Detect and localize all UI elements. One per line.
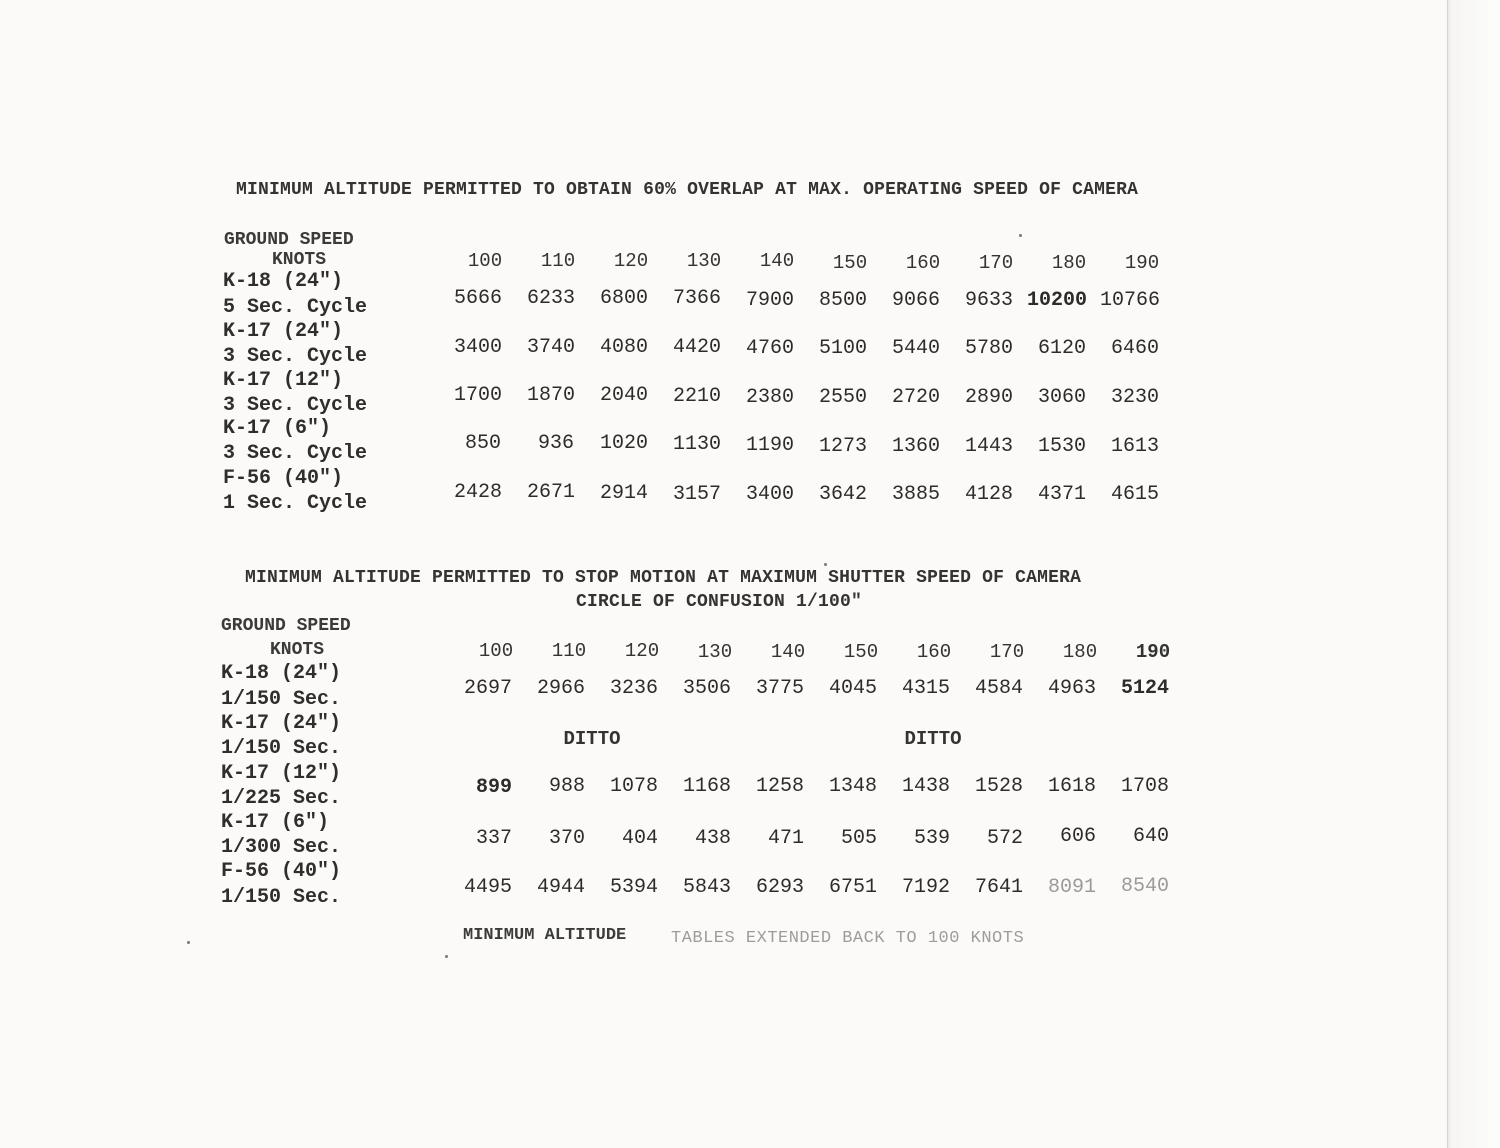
table2-cell: 1348: [828, 775, 878, 798]
table2-cell: 3775: [755, 677, 805, 700]
table2-row-detail: 1/150 Sec.: [221, 886, 342, 909]
table1-cell: 7900: [745, 289, 795, 312]
table2-row-detail: 1/300 Sec.: [221, 836, 342, 859]
table1-cell: 2428: [453, 481, 503, 504]
table2-cell: 4495: [463, 876, 513, 899]
table2-cell: 8540: [1120, 875, 1170, 898]
table1-cell: 2720: [891, 386, 941, 409]
table1-row-camera: K-18 (24"): [223, 270, 344, 293]
table1-cell: 3060: [1037, 386, 1087, 409]
table1-cell: 5440: [891, 337, 941, 360]
table2-speed: 130: [697, 641, 733, 663]
table1-cell: 3400: [745, 483, 795, 506]
table1-header-ground-speed: GROUND SPEED: [224, 230, 354, 250]
table1-cell: 6233: [526, 287, 576, 310]
table1-speed: 130: [686, 250, 722, 272]
table2-cell: 1618: [1047, 775, 1097, 798]
table2-speed: 100: [478, 640, 514, 662]
table2-subtitle: CIRCLE OF CONFUSION 1/100": [576, 592, 863, 612]
table1-cell: 9633: [964, 289, 1014, 312]
table2-header-ground-speed: GROUND SPEED: [221, 616, 351, 636]
table2-cell: 2697: [463, 677, 513, 700]
table2-cell: 1438: [901, 775, 951, 798]
table2-cell: 4963: [1047, 677, 1097, 700]
table2-row-detail: 1/225 Sec.: [221, 787, 342, 810]
table1-cell: 4371: [1037, 483, 1087, 506]
table2-cell: 1078: [609, 775, 659, 798]
table1-cell: 1190: [745, 434, 795, 457]
table1-cell: 9066: [891, 289, 941, 312]
table2-cell: 8091: [1047, 876, 1097, 899]
table2-cell: 1708: [1120, 775, 1170, 798]
table1-row-detail: 3 Sec. Cycle: [223, 345, 368, 368]
table1-cell: 4615: [1110, 483, 1160, 506]
footer-note-faint: TABLES EXTENDED BACK TO 100 KNOTS: [671, 929, 1025, 948]
table1-cell: 3885: [891, 483, 941, 506]
table2-cell: 539: [913, 827, 951, 850]
paper-edge: [1447, 0, 1500, 1148]
table2-row-camera: K-17 (6"): [221, 811, 330, 834]
table2-row-camera: K-17 (24"): [221, 712, 342, 735]
table2-speed: 140: [770, 641, 806, 663]
table2-speed: 120: [624, 640, 660, 662]
paper-speck: [1019, 234, 1022, 237]
table2-cell: 6293: [755, 876, 805, 899]
table1-cell: 2210: [672, 385, 722, 408]
table1-cell: 8500: [818, 289, 868, 312]
table1-speed: 120: [613, 250, 649, 272]
table1-cell: 4080: [599, 336, 649, 359]
table2-row-camera: F-56 (40"): [221, 860, 342, 883]
table1-row-camera: K-17 (12"): [223, 369, 344, 392]
table1-speed: 160: [905, 252, 941, 274]
table2-cell: 6751: [828, 876, 878, 899]
table2-row-camera: K-17 (12"): [221, 762, 342, 785]
table1-cell: 4420: [672, 336, 722, 359]
table2-title: MINIMUM ALTITUDE PERMITTED TO STOP MOTION AT MAXIMUM SHUTTER SPEED OF CAMERA: [245, 568, 1082, 588]
table1-cell: 2550: [818, 386, 868, 409]
table2-speed: 190: [1135, 641, 1171, 663]
table1-cell: 10200: [1026, 289, 1088, 312]
ditto-mark: DITTO: [904, 728, 962, 750]
table1-cell: 3400: [453, 336, 503, 359]
table2-row-detail: 1/150 Sec.: [221, 737, 342, 760]
table1-row-camera: F-56 (40"): [223, 467, 344, 490]
table2-cell: 606: [1059, 825, 1097, 848]
table2-speed: 150: [843, 641, 879, 663]
table2-cell: 640: [1132, 825, 1170, 848]
table2-cell: 2966: [536, 677, 586, 700]
table1-row-detail: 3 Sec. Cycle: [223, 442, 368, 465]
footer-note-bold: MINIMUM ALTITUDE: [463, 926, 627, 945]
table2-speed: 170: [989, 641, 1025, 663]
table2-cell: 572: [986, 827, 1024, 850]
table1-cell: 1360: [891, 435, 941, 458]
table2-cell: 1528: [974, 775, 1024, 798]
table1-cell: 10766: [1099, 289, 1161, 312]
paper-speck: [187, 941, 190, 944]
table1-cell: 3642: [818, 483, 868, 506]
table2-cell: 4315: [901, 677, 951, 700]
table2-cell: 4045: [828, 677, 878, 700]
table2-row-detail: 1/150 Sec.: [221, 688, 342, 711]
table1-cell: 2914: [599, 482, 649, 505]
table1-speed: 140: [759, 250, 795, 272]
table1-cell: 850: [464, 432, 502, 455]
table1-cell: 4760: [745, 337, 795, 360]
table2-speed: 110: [551, 640, 587, 662]
table1-speed: 100: [467, 250, 503, 272]
table1-cell: 1443: [964, 435, 1014, 458]
table1-cell: 3157: [672, 483, 722, 506]
table1-cell: 6120: [1037, 337, 1087, 360]
table1-row-detail: 1 Sec. Cycle: [223, 492, 368, 515]
table1-cell: 936: [537, 432, 575, 455]
ditto-mark: DITTO: [563, 728, 621, 750]
table1-row-detail: 3 Sec. Cycle: [223, 394, 368, 417]
table1-cell: 5780: [964, 337, 1014, 360]
table1-cell: 1020: [599, 432, 649, 455]
table2-row-camera: K-18 (24"): [221, 662, 342, 685]
table1-speed: 180: [1051, 252, 1087, 274]
table1-row-camera: K-17 (24"): [223, 320, 344, 343]
table2-cell: 7641: [974, 876, 1024, 899]
table1-speed: 110: [540, 250, 576, 272]
table2-cell: 3506: [682, 677, 732, 700]
table2-cell: 4584: [974, 677, 1024, 700]
table1-cell: 1273: [818, 435, 868, 458]
table1-speed: 170: [978, 252, 1014, 274]
table2-speed: 180: [1062, 641, 1098, 663]
table1-cell: 6800: [599, 287, 649, 310]
table1-speed: 150: [832, 252, 868, 274]
table2-cell: 505: [840, 827, 878, 850]
table2-cell: 3236: [609, 677, 659, 700]
table2-cell: 5124: [1120, 677, 1170, 700]
table1-cell: 2890: [964, 386, 1014, 409]
table2-cell: 337: [475, 827, 513, 850]
table2-cell: 4944: [536, 876, 586, 899]
table1-cell: 6460: [1110, 337, 1160, 360]
table1-cell: 2671: [526, 481, 576, 504]
table1-cell: 5666: [453, 287, 503, 310]
table1-cell: 3230: [1110, 386, 1160, 409]
table2-cell: 7192: [901, 876, 951, 899]
table1-title: MINIMUM ALTITUDE PERMITTED TO OBTAIN 60% OVERLAP AT MAX. OPERATING SPEED OF CAMERA: [236, 180, 1139, 200]
table1-row-detail: 5 Sec. Cycle: [223, 296, 368, 319]
table1-cell: 1613: [1110, 435, 1160, 458]
table2-cell: 404: [621, 827, 659, 850]
table1-speed: 190: [1124, 252, 1160, 274]
table2-cell: 1168: [682, 775, 732, 798]
table1-header-knots: KNOTS: [272, 250, 327, 270]
table2-cell: 988: [548, 775, 586, 798]
table2-cell: 471: [767, 827, 805, 850]
table2-cell: 438: [694, 827, 732, 850]
table2-header-knots: KNOTS: [270, 640, 325, 660]
paper-speck: [824, 563, 827, 566]
paper-speck: [445, 955, 448, 958]
table1-cell: 2380: [745, 386, 795, 409]
table1-cell: 1130: [672, 433, 722, 456]
table2-cell: 370: [548, 827, 586, 850]
table1-cell: 7366: [672, 287, 722, 310]
table2-cell: 5394: [609, 876, 659, 899]
table1-cell: 4128: [964, 483, 1014, 506]
table1-cell: 5100: [818, 337, 868, 360]
table2-cell: 1258: [755, 775, 805, 798]
table1-row-camera: K-17 (6"): [223, 417, 332, 440]
table2-speed: 160: [916, 641, 952, 663]
table2-cell: 899: [475, 776, 513, 799]
table1-cell: 2040: [599, 384, 649, 407]
table2-cell: 5843: [682, 876, 732, 899]
table1-cell: 3740: [526, 336, 576, 359]
table1-cell: 1700: [453, 384, 503, 407]
table1-cell: 1870: [526, 384, 576, 407]
table1-cell: 1530: [1037, 435, 1087, 458]
